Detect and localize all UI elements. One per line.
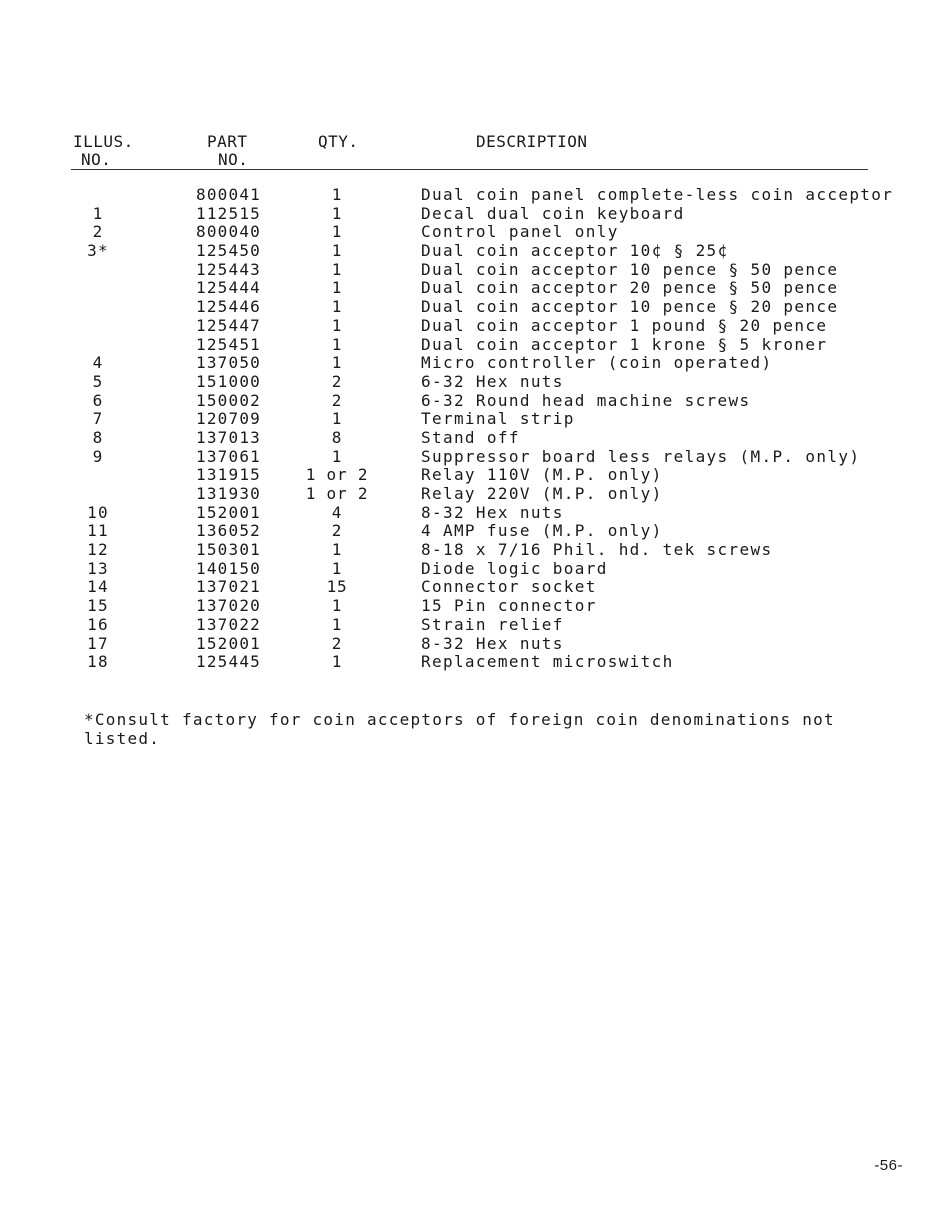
description: Terminal strip [421,409,575,429]
table-row [0,298,950,317]
quantity: 2 [331,633,343,653]
table-row [0,504,950,523]
description: Stand off [421,427,520,447]
description: Diode logic board [421,558,608,578]
table-row [0,242,950,261]
table-row [0,373,950,392]
illus-number: 12 [87,540,109,560]
table-row [0,616,950,635]
part-number: 125443 [196,259,261,279]
part-number: 137061 [196,446,261,466]
quantity: 2 [331,371,343,391]
table-row [0,541,950,560]
quantity: 1 [331,203,343,223]
table-row [0,205,950,224]
quantity: 1 [331,409,343,429]
header-divider [71,169,868,170]
description: Dual coin acceptor 10 pence § 50 pence [421,259,839,279]
description: Dual coin acceptor 10¢ § 25¢ [421,241,729,261]
illus-number: 16 [87,614,109,634]
part-number: 137020 [196,596,261,616]
illus-number: 1 [92,203,104,223]
description: Micro controller (coin operated) [421,353,773,373]
part-number: 131915 [196,465,261,485]
table-row [0,336,950,355]
footnote: *Consult factory for coin acceptors of foreign coin denominations not listed. [84,710,835,748]
description: 8-32 Hex nuts [421,502,564,522]
quantity: 4 [331,502,343,522]
quantity: 1 [331,259,343,279]
part-number: 125444 [196,278,261,298]
part-number: 137013 [196,427,261,447]
illus-number: 9 [92,446,104,466]
table-row [0,560,950,579]
description: Decal dual coin keyboard [421,203,685,223]
description: 4 AMP fuse (M.P. only) [421,521,663,541]
page-number: -56- [874,1157,903,1174]
quantity: 1 [331,353,343,373]
part-number: 152001 [196,633,261,653]
description: Dual coin acceptor 1 krone § 5 kroner [421,334,828,354]
illus-number: 15 [87,596,109,616]
part-number: 152001 [196,502,261,522]
part-number: 150301 [196,540,261,560]
description: 6-32 Round head machine screws [421,390,751,410]
part-number: 137050 [196,353,261,373]
illus-number: 3* [87,241,109,261]
description: 6-32 Hex nuts [421,371,564,391]
table-row [0,653,950,672]
quantity: 1 [331,652,343,672]
description: Dual coin acceptor 10 pence § 20 pence [421,297,839,317]
illus-number: 7 [92,409,104,429]
part-number: 151000 [196,371,261,391]
table-row [0,186,950,205]
table-row [0,392,950,411]
table-row [0,354,950,373]
table-row [0,522,950,541]
part-number: 800041 [196,185,261,204]
illus-number: 10 [87,502,109,522]
header-illus-line2: NO. [81,150,112,169]
description: Dual coin acceptor 20 pence § 50 pence [421,278,839,298]
illus-number: 8 [92,427,104,447]
table-row [0,448,950,467]
quantity: 1 or 2 [305,484,369,503]
table-row [0,279,950,298]
table-row [0,485,950,504]
quantity: 2 [331,390,343,410]
part-number: 140150 [196,558,261,578]
table-row [0,597,950,616]
quantity: 1 [331,614,343,634]
table-row [0,466,950,485]
description: Dual coin acceptor 1 pound § 20 pence [421,315,828,335]
part-number: 125450 [196,241,261,261]
description: Dual coin panel complete-less coin acceptor [421,185,894,204]
part-number: 800040 [196,222,261,242]
quantity: 15 [326,577,348,597]
quantity: 1 [331,596,343,616]
table-row [0,429,950,448]
table-row [0,410,950,429]
table-row [0,223,950,242]
part-number: 125451 [196,334,261,354]
header-qty: QTY. [318,132,359,151]
illus-number: 17 [87,633,109,653]
part-number: 125447 [196,315,261,335]
description: Relay 110V (M.P. only) [421,465,663,485]
quantity: 1 [331,315,343,335]
quantity: 1 [331,540,343,560]
illus-number: 2 [92,222,104,242]
illus-number: 6 [92,390,104,410]
part-number: 131930 [196,484,261,503]
quantity: 1 [331,558,343,578]
part-number: 137022 [196,614,261,634]
table-row [0,578,950,597]
part-number: 125446 [196,297,261,317]
illus-number: 11 [87,521,109,541]
illus-number: 13 [87,558,109,578]
quantity: 1 [331,446,343,466]
part-number: 125445 [196,652,261,672]
illus-number: 18 [87,652,109,672]
quantity: 8 [331,427,343,447]
illus-number: 4 [92,353,104,373]
illus-number: 14 [87,577,109,597]
description: Strain relief [421,614,564,634]
description: 8-18 x 7/16 Phil. hd. tek screws [421,540,773,560]
description: Replacement microswitch [421,652,674,672]
part-number: 150002 [196,390,261,410]
table-row [0,261,950,280]
header-description: DESCRIPTION [476,132,588,151]
parts-table [0,186,950,672]
part-number: 136052 [196,521,261,541]
header-illus-line1: ILLUS. [73,132,134,151]
part-number: 112515 [196,203,261,223]
description: Control panel only [421,222,619,242]
table-row [0,635,950,654]
quantity: 1 [331,297,343,317]
illus-number: 5 [92,371,104,391]
quantity: 1 [331,222,343,242]
description: Suppressor board less relays (M.P. only) [421,446,861,466]
quantity: 1 [331,334,343,354]
quantity: 1 [331,185,343,204]
description: Relay 220V (M.P. only) [421,484,663,503]
quantity: 1 or 2 [305,465,369,485]
quantity: 2 [331,521,343,541]
description: 15 Pin connector [421,596,597,616]
description: 8-32 Hex nuts [421,633,564,653]
part-number: 137021 [196,577,261,597]
header-part-line2: NO. [218,150,249,169]
quantity: 1 [331,241,343,261]
part-number: 120709 [196,409,261,429]
header-part-line1: PART [207,132,248,151]
description: Connector socket [421,577,597,597]
table-row [0,317,950,336]
quantity: 1 [331,278,343,298]
